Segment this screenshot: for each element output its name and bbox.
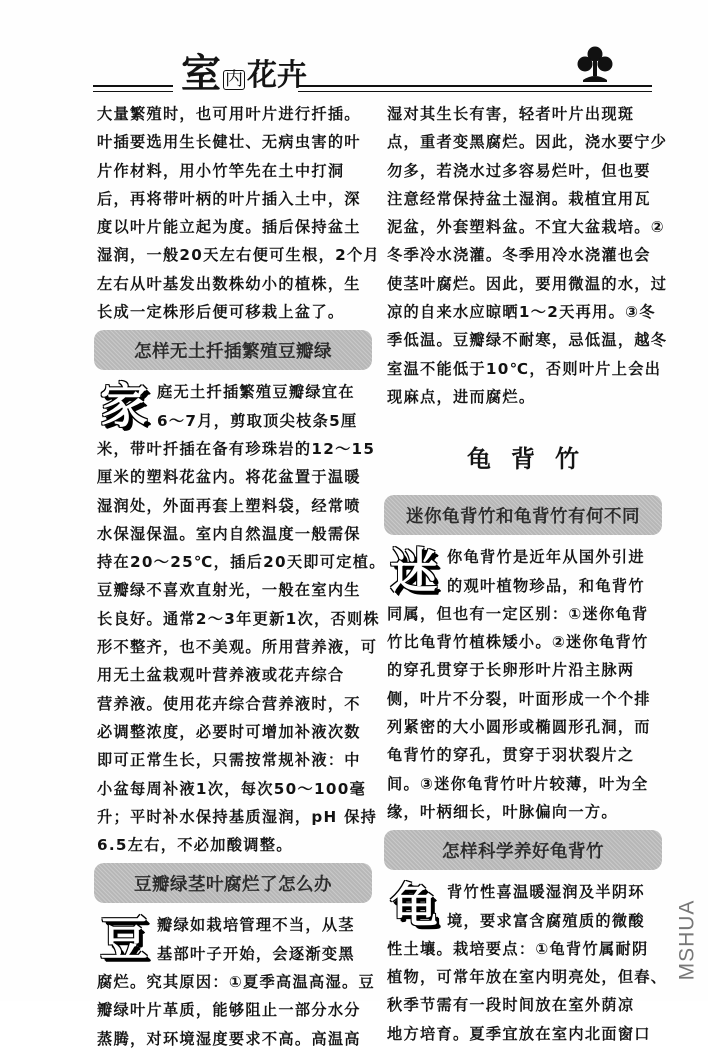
text-line: 形不整齐，也不美观。所用营养液，可: [97, 638, 378, 657]
text-line: 背竹性喜温暖湿润及半阴环: [447, 883, 645, 902]
text-line: 地方培育。夏季宜放在室内北面窗口: [387, 1024, 651, 1043]
body-paragraph: [387, 600, 659, 826]
section-cuttings-body: [97, 378, 386, 859]
text-line: 叶插要选用生长健壮、无病虫害的叶: [97, 133, 361, 152]
drop-cap: 迷: [389, 543, 438, 600]
section-title-small: 内: [225, 69, 243, 90]
text-line: 竹比龟背竹植株矮小。②迷你龟背竹: [387, 633, 649, 652]
text-line: 的穿孔贯穿于长卵形叶片沿主脉两: [387, 661, 635, 680]
text-line: 腐烂。究其原因：①夏季高温高湿。豆: [97, 973, 375, 992]
body-paragraph: [97, 968, 375, 1053]
drop-cap: 龟: [389, 878, 438, 935]
text-line: 度以叶片能立起为度。插后保持盆土: [97, 218, 361, 237]
text-line: 同属，但也有一定区别：①迷你龟背: [387, 604, 649, 623]
text-line: 片作材料，用小竹竿先在土中打洞: [97, 161, 345, 180]
text-line: 注意经常保持盆土湿润。栽植宜用瓦: [387, 189, 651, 208]
text-line: 你龟背竹是近年从国外引进: [447, 548, 645, 567]
text-line: 现麻点，进而腐烂。: [387, 387, 536, 406]
text-line: 瓣绿叶片革质，能够阻止一部分水分: [97, 1001, 361, 1020]
section-mini-body: [387, 543, 659, 826]
text-line: 秋季节需有一段时间放在室外荫凉: [387, 996, 635, 1015]
section-title-big: 室: [181, 51, 221, 97]
text-line: 豆瓣绿不喜欢直射光，一般在室内生: [97, 581, 361, 600]
text-line: 湿润处，外面再套上塑料袋，经常喷: [97, 496, 361, 515]
text-line: 即可正常生长，只需按常规补液：中: [97, 751, 361, 770]
text-line: 升；平时补水保持基质湿润，pH 保持: [97, 807, 378, 826]
intro-paragraph: [97, 100, 380, 326]
text-line: 营养液。使用花卉综合营养液时，不: [97, 694, 361, 713]
text-line: 庭无土扦插繁殖豆瓣绿宜在: [157, 383, 355, 402]
section-rot-body: [97, 911, 375, 1052]
page-header: [93, 48, 653, 96]
text-line: 龟背竹的穿孔，贯穿于羽状裂片之: [387, 746, 635, 765]
text-line: 蒸腾，对环境湿度要求不高。高温高: [97, 1029, 361, 1048]
body-paragraph: [97, 435, 386, 859]
text-line: 泥盆，外套塑料盆。不宜大盆栽培。②: [387, 218, 665, 237]
continued-paragraph: [387, 100, 668, 411]
text-line: 侧，叶片不分裂，叶面形成一个个排: [387, 689, 651, 708]
text-line: 植物，可常年放在室内明亮处，但春、: [387, 968, 668, 987]
text-line: 长成一定株形后便可移栽上盆了。: [97, 303, 345, 322]
text-line: 6～7月，剪取顶尖枝条5厘: [157, 411, 358, 430]
text-line: 间。③迷你龟背竹叶片较薄，叶为全: [387, 774, 649, 793]
club-emblem-icon: [575, 44, 615, 84]
text-line: 列紧密的大小圆形或椭圆形孔洞，而: [387, 718, 651, 737]
text-line: 的观叶植物珍品，和龟背竹: [447, 576, 645, 595]
text-line: 用无土盆栽观叶营养液或花卉综合: [97, 666, 345, 685]
text-line: 季低温。豆瓣绿不耐寒，忌低温，越冬: [387, 331, 668, 350]
section-care-body: [387, 878, 668, 1048]
text-line: 6.5左右，不必加酸调整。: [97, 836, 293, 855]
text-line: 瓣绿如栽培管理不当，从茎: [157, 916, 355, 935]
text-line: 小盆每周补液1次，每次50～100毫: [97, 779, 367, 798]
drop-cap: 豆: [99, 911, 148, 968]
text-line: 室温不能低于10℃，否则叶片上会出: [387, 359, 662, 378]
header-rule-left: [93, 85, 173, 92]
text-line: 湿润，一般20天左右便可生根，2个月: [97, 246, 380, 265]
text-line: 长良好。通常2～3年更新1次，否则株: [97, 609, 380, 628]
watermark: [672, 880, 702, 1000]
text-line: 持在20～25℃，插后20天即可定植。: [97, 553, 386, 572]
section-heading-care: 怎样科学养好龟背竹: [384, 830, 662, 870]
right-column: [387, 100, 668, 1048]
text-line: 必调整浓度，必要时可增加补液次数: [97, 722, 361, 741]
text-line: 基部叶子开始，会逐渐变黑: [157, 944, 355, 963]
text-line: 缘，叶柄细长，叶脉偏向一方。: [387, 802, 618, 821]
section-heading-cuttings: 怎样无土扦插繁殖豆瓣绿: [94, 330, 372, 370]
text-line: 点，重者变黑腐烂。因此，浇水要宁少: [387, 133, 668, 152]
text-line: 水保湿保温。室内自然温度一般需保: [97, 524, 361, 543]
text-line: 性土壤。栽培要点：①龟背竹属耐阴: [387, 939, 649, 958]
left-column: [97, 100, 386, 1053]
watermark-text: MSHUA: [675, 899, 698, 981]
text-line: 厘米的塑料花盆内。将花盆置于温暖: [97, 468, 361, 487]
section-heading-rot: 豆瓣绿茎叶腐烂了怎么办: [94, 863, 372, 903]
text-line: 凉的自来水应晾晒1～2天再用。③冬: [387, 303, 656, 322]
text-line: 米，带叶扦插在备有珍珠岩的12～15: [97, 439, 376, 458]
section-title: [181, 48, 307, 96]
text-line: 后，再将带叶柄的叶片插入土中，深: [97, 189, 361, 208]
text-line: 冬季冷水浇灌。冬季用冷水浇灌也会: [387, 246, 651, 265]
text-line: 湿对其生长有害，轻者叶片出现斑: [387, 105, 635, 123]
header-rule-right: [298, 85, 652, 92]
drop-cap: 家: [99, 378, 148, 435]
text-line: 左右从叶基发出数株幼小的植株，生: [97, 274, 361, 293]
text-line: 大量繁殖时，也可用叶片进行扦插。: [97, 105, 361, 123]
text-line: 境，要求富含腐殖质的微酸: [447, 911, 645, 930]
text-line: 使茎叶腐烂。因此，要用微温的水，过: [387, 274, 668, 293]
section-heading-mini-vs-regular: 迷你龟背竹和龟背竹有何不同: [384, 495, 662, 535]
body-paragraph: [387, 935, 668, 1048]
section-title-rest: 花卉: [247, 58, 307, 93]
text-line: 勿多，若浇水过多容易烂叶，但也要: [387, 161, 651, 180]
article-title: 龟背竹: [467, 445, 599, 474]
